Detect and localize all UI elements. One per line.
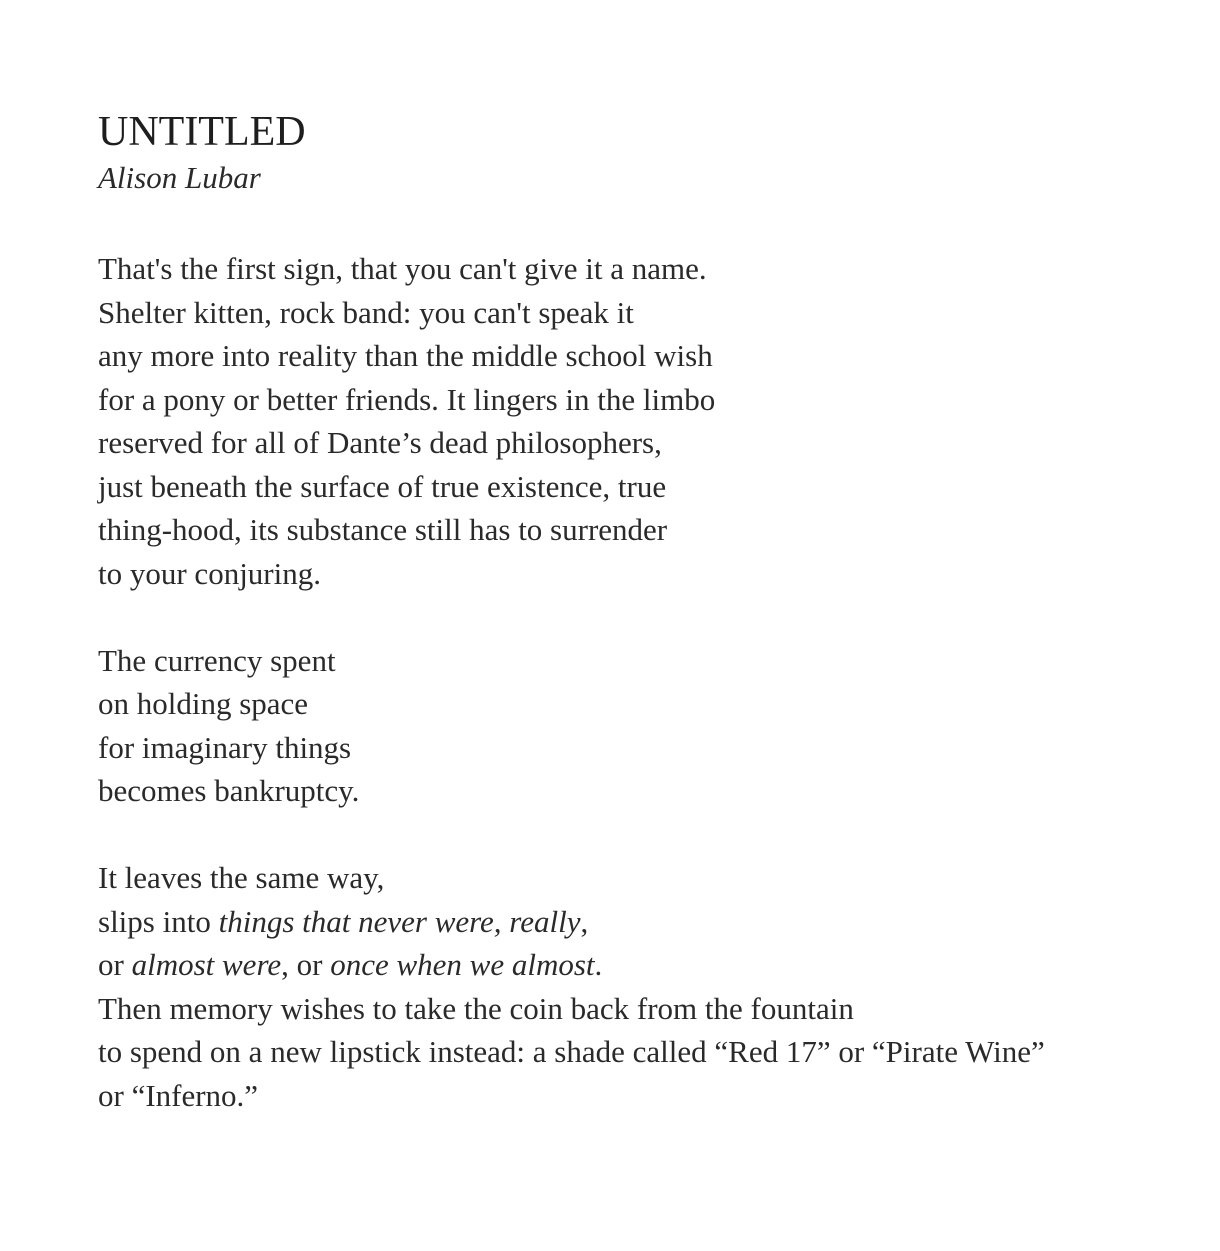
poem-line: for imaginary things [98, 729, 352, 765]
poem-line: Shelter kitten, rock band: you can't speak it [98, 294, 634, 330]
poem-line: or “Inferno.” [98, 1077, 259, 1113]
poem-line: That's the first sign, that you can't give it a name. [98, 251, 707, 286]
italic-phrase: once when we almost [330, 947, 595, 982]
italic-phrase: almost were [131, 947, 282, 982]
stanza-1 [98, 247, 1198, 595]
poem-line: reserved for all of Dante’s dead philosophers, [98, 425, 662, 460]
poem-author: Alison Lubar [98, 160, 261, 195]
poem-line: any more into reality than the middle school wish [98, 338, 713, 373]
poem-line [98, 900, 1198, 944]
poem-line [98, 943, 1198, 987]
stanza-3 [98, 856, 1198, 1117]
line-text: , or [281, 947, 331, 982]
poem-line: Then memory wishes to take the coin back from the fountain [98, 990, 854, 1026]
poem-line: for a pony or better friends. It lingers in the limbo [98, 381, 716, 417]
poem-line: just beneath the surface of true existence, true [98, 468, 667, 504]
line-text: or [98, 947, 132, 982]
poem-line: to your conjuring. [98, 555, 321, 591]
poem-line: to spend on a new lipstick instead: a shade called “Red 17” or “Pirate Wine” [98, 1034, 1045, 1069]
poem-line: becomes bankruptcy. [98, 773, 360, 808]
stanza-2 [98, 639, 1198, 813]
poem-line: on holding space [98, 686, 309, 721]
line-text: slips into [98, 903, 219, 939]
line-text: , [580, 903, 589, 939]
poem-title: UNTITLED [98, 109, 306, 155]
poem-line: It leaves the same way, [98, 860, 385, 895]
poem [98, 108, 1198, 1117]
poem-line: The currency spent [98, 642, 336, 678]
poem-line: thing-hood, its substance still has to surrender [98, 512, 668, 547]
italic-phrase: things that never were, really [218, 903, 581, 939]
line-text: . [594, 947, 603, 982]
